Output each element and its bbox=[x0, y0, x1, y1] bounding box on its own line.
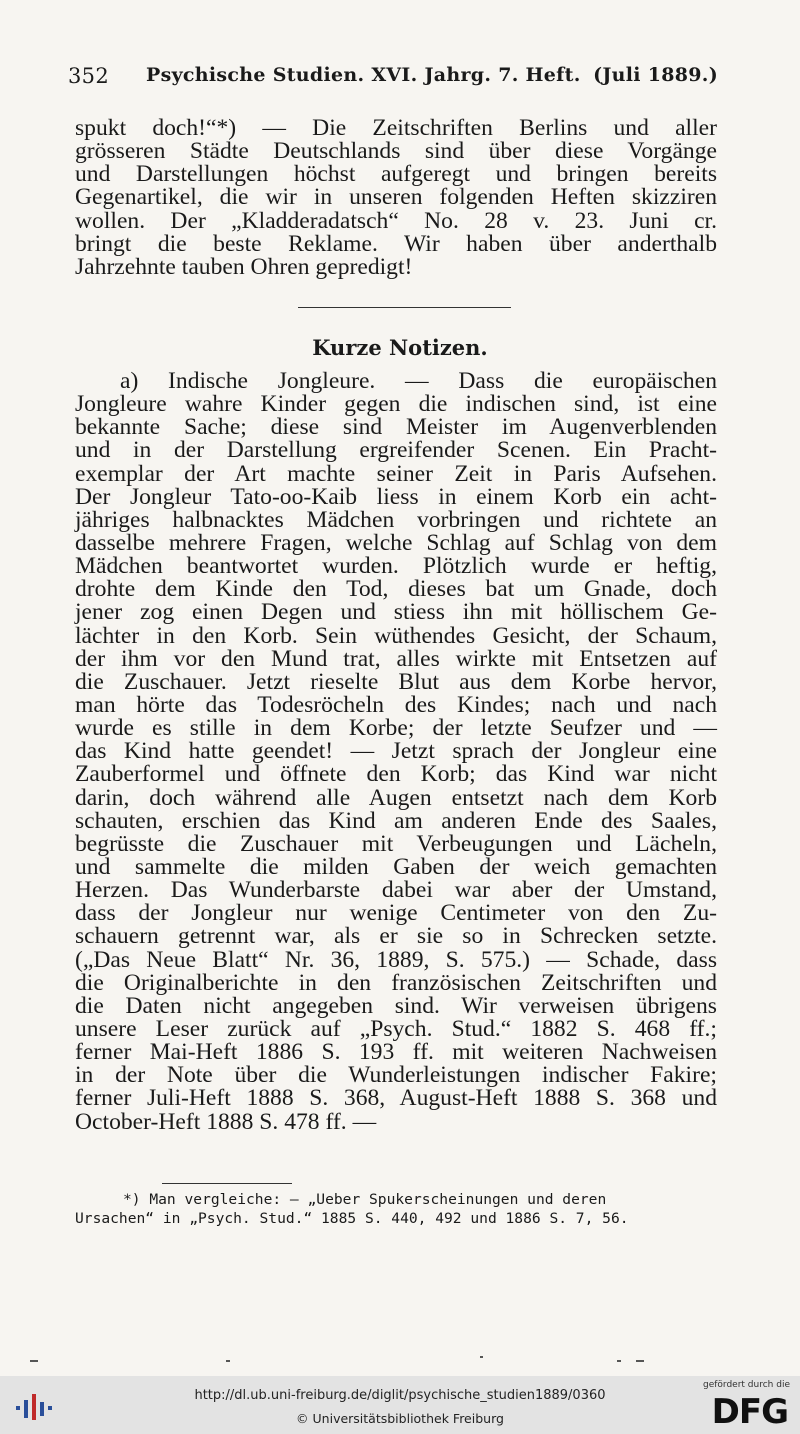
text-line: jener zog einen Degen und stiess ihn mit höllischem Ge- bbox=[75, 599, 717, 626]
text-line: darin, doch während alle Augen entsetzt nach dem Korb bbox=[75, 784, 717, 811]
text-line: Zauberformel und öffnete den Korb; das Kind war nicht bbox=[75, 761, 717, 788]
text-line: und Darstellungen höchst aufgeregt und bringen bereits bbox=[75, 161, 717, 188]
continued-paragraph bbox=[75, 117, 717, 279]
text-line: Der Jongleur Tato-oo-Kaib liess in einem Korb ein acht- bbox=[75, 483, 717, 510]
text-line: exemplar der Art machte seiner Zeit in Paris Aufsehen. bbox=[75, 460, 717, 487]
scan-speck bbox=[617, 1360, 621, 1362]
text-line: Jahrzehnte tauben Ohren gepredigt! bbox=[75, 253, 413, 280]
text-line: grösseren Städte Deutschlands sind über diese Vorgänge bbox=[75, 138, 717, 165]
text-line: dass der Jongleur nur wenige Centimeter von den Zu- bbox=[75, 900, 717, 927]
scan-speck bbox=[30, 1360, 38, 1362]
text-line: jähriges halbnacktes Mädchen vorbringen und richtete an bbox=[75, 506, 717, 533]
text-line: Herzen. Das Wunderbarste dabei war aber der Umstand, bbox=[75, 877, 717, 904]
text-line: unsere Leser zurück auf „Psych. Stud.“ 1882 S. 468 ff.; bbox=[75, 1015, 717, 1042]
text-line: October-Heft 1888 S. 478 ff. — bbox=[75, 1108, 377, 1135]
text-line: und sammelte die milden Gaben der weich gemachten bbox=[75, 853, 717, 880]
text-line: bekannte Sache; diese sind Meister im Augenverblenden bbox=[75, 414, 717, 441]
text-line: schauern getrennt war, als er sie so in Schrecken setzte. bbox=[75, 923, 717, 950]
text-line: ferner Juli-Heft 1888 S. 368, August-Heft 1888 S. 368 und bbox=[75, 1085, 717, 1112]
running-title: Psychische Studien. XVI. Jahrg. 7. Heft. bbox=[146, 64, 581, 86]
text-line: man hörte das Todesröcheln des Kindes; nach und nach bbox=[75, 691, 717, 718]
page-number: 352 bbox=[68, 64, 109, 88]
text-line: begrüsste die Zuschauer mit Verbeugungen und Lächeln, bbox=[75, 830, 717, 857]
text-line: dasselbe mehrere Fragen, welche Schlag auf Schlag von dem bbox=[75, 529, 717, 556]
text-line: Jongleure wahre Kinder gegen die indischen sind, ist eine bbox=[75, 391, 717, 418]
footnote bbox=[75, 1190, 717, 1228]
text-line: („Das Neue Blatt“ Nr. 36, 1889, S. 575.) — Schade, dass bbox=[75, 946, 717, 973]
text-line: drohte dem Kinde den Tod, dieses bat um Gnade, doch bbox=[75, 576, 717, 603]
text-line: schauten, erschien das Kind am anderen Ende des Saales, bbox=[75, 807, 717, 834]
text-line: die Daten nicht angegeben sind. Wir verweisen übrigens bbox=[75, 992, 717, 1019]
permalink-url[interactable]: http://dl.ub.uni-freiburg.de/diglit/psychische_studien1889/0360 bbox=[194, 1388, 606, 1403]
section-divider bbox=[298, 307, 511, 308]
text-line: Gegenartikel, die wir in unseren folgenden Heften skizziren bbox=[75, 184, 717, 211]
dfg-logo: DFG bbox=[711, 1392, 788, 1432]
text-line: lächter in den Korb. Sein wüthendes Gesicht, der Schaum, bbox=[75, 622, 717, 649]
text-line: wollen. Der „Kladderadatsch“ No. 28 v. 23. Juni cr. bbox=[75, 207, 717, 234]
section-title: Kurze Notizen. bbox=[312, 335, 488, 360]
scan-speck bbox=[480, 1356, 483, 1358]
text-line: das Kind hatte geendet! — Jetzt sprach der Jongleur eine bbox=[75, 738, 717, 765]
viewer-footer bbox=[0, 1376, 800, 1434]
footnote-line: Ursachen“ in „Psych. Stud.“ 1885 S. 440, 492 und 1886 S. 7, 56. bbox=[75, 1210, 629, 1227]
text-line: wurde es stille in dem Korbe; der letzte Seufzer und — bbox=[75, 715, 717, 742]
notice-paragraph bbox=[75, 370, 717, 1134]
footnote-divider bbox=[162, 1183, 292, 1184]
text-line: die Originalberichte in den französischen Zeitschriften und bbox=[75, 969, 717, 996]
scan-specks bbox=[0, 1360, 800, 1368]
text-line: Mädchen beantwortet wurden. Plötzlich wurde er heftig, bbox=[75, 553, 717, 580]
footnote-line: *) Man vergleiche: — „Ueber Spukerscheinungen und deren bbox=[123, 1191, 607, 1208]
text-line: und in der Darstellung ergreifender Scenen. Ein Pracht- bbox=[75, 437, 717, 464]
issue-date: (Juli 1889.) bbox=[593, 64, 718, 86]
scan-speck bbox=[636, 1360, 644, 1362]
copyright-notice: © Universitätsbibliothek Freiburg bbox=[296, 1411, 504, 1426]
text-line: spukt doch!“*) — Die Zeitschriften Berlins und aller bbox=[75, 115, 717, 141]
text-line: die Zuschauer. Jetzt rieselte Blut aus dem Korbe hervor, bbox=[75, 668, 717, 695]
text-line: ferner Mai-Heft 1886 S. 193 ff. mit weiteren Nachweisen bbox=[75, 1039, 717, 1066]
text-line: in der Note über die Wunderleistungen indischer Fakire; bbox=[75, 1062, 717, 1089]
scan-speck bbox=[226, 1360, 230, 1362]
text-line: der ihm vor den Mund trat, alles wirkte mit Entsetzen auf bbox=[75, 645, 717, 672]
text-line: a) Indische Jongleure. — Dass die europäischen bbox=[120, 368, 717, 394]
text-line: bringt die beste Reklame. Wir haben über anderthalb bbox=[75, 230, 717, 257]
running-header bbox=[68, 64, 728, 92]
funding-caption: gefördert durch die bbox=[703, 1380, 790, 1390]
